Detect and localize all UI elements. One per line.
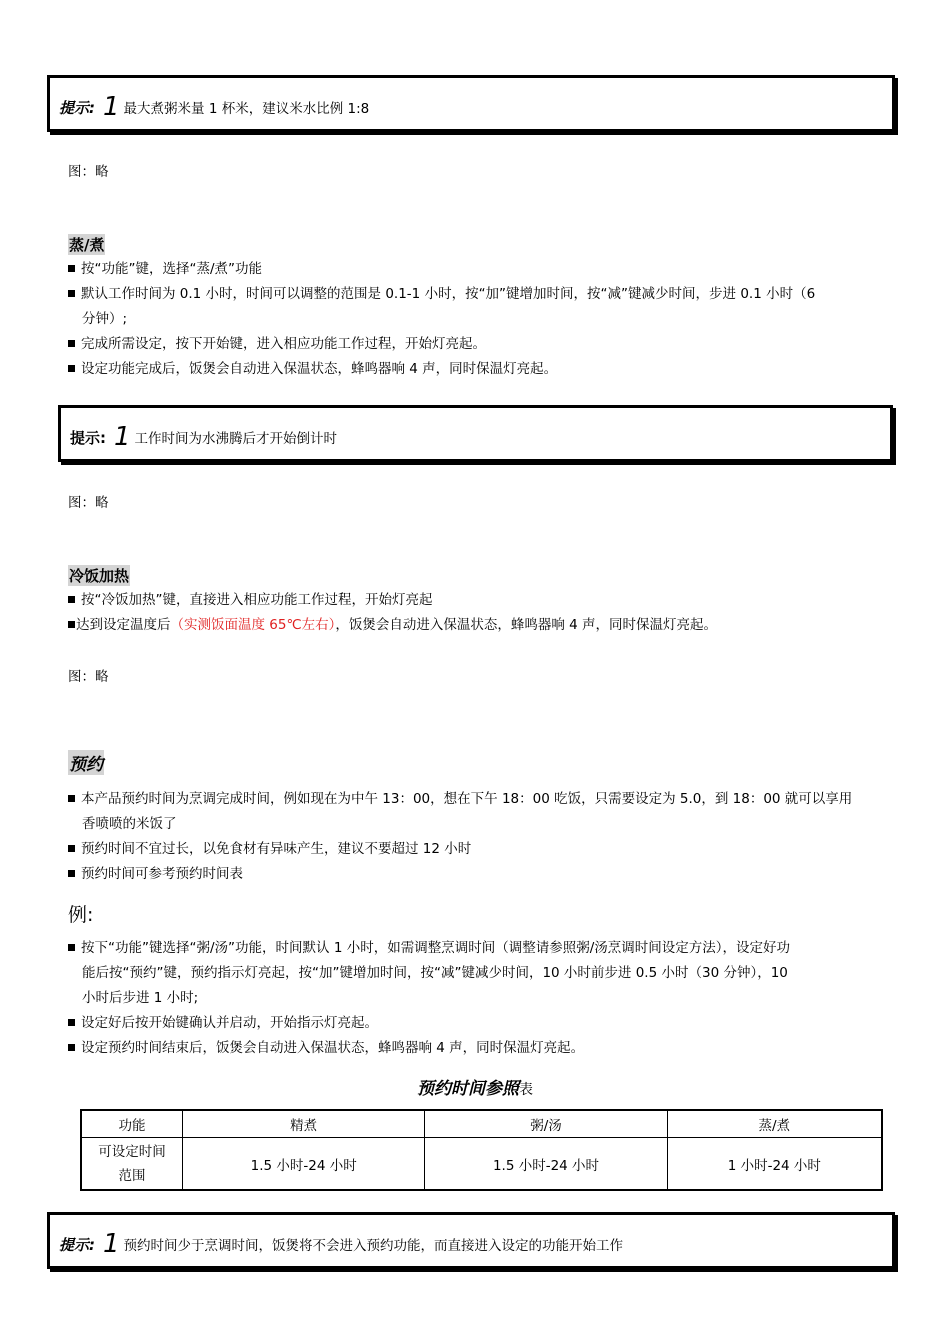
list-item: 预约时间不宜过长，以免食材有异味产生，建议不要超过 12 小时 (68, 837, 888, 862)
bullet-square (68, 795, 75, 802)
table-header-cell: 功能 (81, 1110, 183, 1138)
tip-number: 1 (114, 422, 131, 452)
bullet-square (68, 340, 75, 347)
figure-placeholder-2: 图：略 (68, 495, 109, 511)
table-row-label: 可设定时间 范围 (81, 1138, 183, 1191)
section-heading-reheat: 冷饭加热 (69, 567, 130, 585)
tip-number: 1 (103, 1229, 120, 1259)
list-item: 按“冷饭加热”键，直接进入相应功能工作过程，开始灯亮起 (68, 588, 888, 613)
table-header-cell: 蒸/煮 (667, 1110, 882, 1138)
tip-box-3 (47, 1212, 895, 1269)
list-item: 达到设定温度后（实测饭面温度 65℃左右），饭煲会自动进入保温状态，蜂鸣器响 4 声，同时保温灯亮起。 (68, 613, 888, 638)
reservation-time-table (80, 1109, 883, 1191)
tip-text: 预约时间少于烹调时间，饭煲将不会进入预约功能，而直接进入设定的功能开始工作 (123, 1238, 624, 1254)
tip-content (70, 420, 337, 450)
list-item: 设定预约时间结束后，饭煲会自动进入保温状态，蜂鸣器响 4 声，同时保温灯亮起。 (68, 1036, 888, 1061)
tip-label: 提示: (59, 1236, 95, 1254)
bullet-square (68, 265, 75, 272)
list-item: 本产品预约时间为烹调完成时间，例如现在为中午 13：00，想在下午 18：00 吃饭，只需要设定为 5.0，到 18：00 就可以享用 香喷喷的米饭了 (68, 787, 888, 837)
bullet-square (68, 944, 75, 951)
section-heading-steam: 蒸/煮 (69, 236, 105, 254)
bullet-square (68, 365, 75, 372)
list-item: 默认工作时间为 0.1 小时，时间可以调整的范围是 0.1-1 小时，按“加”键增加时间，按“减”键减少时间，步进 0.1 小时（6 分钟）; (68, 282, 888, 332)
bullet-square (68, 596, 75, 603)
table-row (81, 1138, 882, 1191)
table-header-cell: 粥/汤 (425, 1110, 667, 1138)
table-cell: 1.5 小时-24 小时 (425, 1138, 667, 1191)
figure-placeholder-1: 图：略 (68, 164, 109, 180)
list-item: 按“功能”键，选择“蒸/煮”功能 (68, 257, 888, 282)
section-heading-reserve: 预约 (68, 750, 104, 775)
bullet-square (68, 1044, 75, 1051)
list-item: 按下“功能”键选择“粥/汤”功能，时间默认 1 小时，如需调整烹调时间（调整请参照粥/汤烹调时间设定方法），设定好功 能后按“预约”键，预约指示灯亮起，按“加”键增加时间，按“减”键减少时间，10 小时前步进 0.5 小时（30 分钟），10 小时后步进 1 小时; (68, 936, 888, 1011)
table-title: 预约时间参照表 (417, 1079, 533, 1099)
table-header-row (81, 1110, 882, 1138)
bullet-square (68, 845, 75, 852)
table-cell: 1 小时-24 小时 (667, 1138, 882, 1191)
list-item: 完成所需设定，按下开始键，进入相应功能工作过程，开始灯亮起。 (68, 332, 888, 357)
list-item: 预约时间可参考预约时间表 (68, 862, 888, 887)
bullet-square (68, 290, 75, 297)
tip-number: 1 (103, 92, 120, 122)
bullet-square (68, 870, 75, 877)
bullet-square (68, 1019, 75, 1026)
tip-box-2 (58, 405, 893, 462)
table-header-cell: 精煮 (183, 1110, 425, 1138)
tip-text: 最大煮粥米量 1 杯米，建议米水比例 1:8 (123, 101, 370, 117)
table-cell: 1.5 小时-24 小时 (183, 1138, 425, 1191)
list-item: 设定好后按开始键确认并启动，开始指示灯亮起。 (68, 1011, 888, 1036)
tip-label: 提示: (70, 429, 106, 447)
tip-label: 提示: (59, 99, 95, 117)
tip-box-1 (47, 75, 895, 132)
tip-text: 工作时间为水沸腾后才开始倒计时 (134, 431, 338, 447)
list-item: 设定功能完成后，饭煲会自动进入保温状态，蜂鸣器响 4 声，同时保温灯亮起。 (68, 357, 888, 382)
bullet-square (68, 621, 75, 628)
example-label: 例: (68, 904, 94, 926)
figure-placeholder-3: 图：略 (68, 669, 109, 685)
tip-content (59, 90, 369, 120)
tip-content (59, 1227, 623, 1257)
highlight-text: （实测饭面温度 65℃左右） (170, 617, 336, 633)
